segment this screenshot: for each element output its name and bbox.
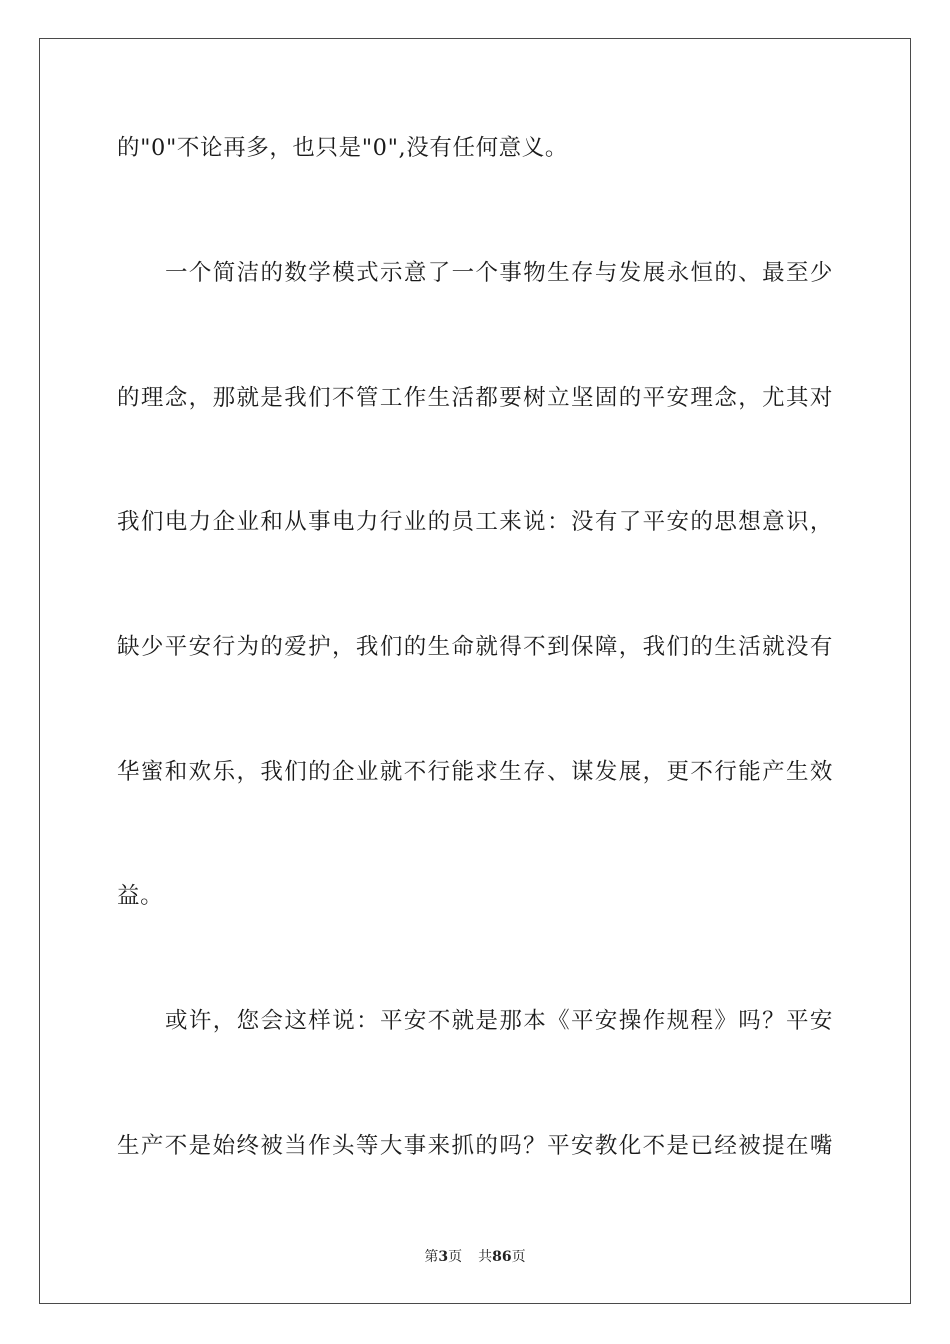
body-line-4: 我们电力企业和从事电力行业的员工来说：没有了平安的思想意识， (117, 509, 833, 535)
body-line-5: 缺少平安行为的爱护，我们的生命就得不到保障，我们的生活就没有 (117, 634, 833, 660)
body-line-6: 华蜜和欢乐，我们的企业就不行能求生存、谋发展，更不行能产生效 (117, 759, 833, 785)
footer-total-prefix: 共 (478, 1249, 493, 1265)
footer-page-number: 3 (438, 1249, 449, 1265)
body-line-8: 或许，您会这样说：平安不就是那本《平安操作规程》吗？平安 (165, 1008, 833, 1034)
footer-total-number: 86 (492, 1249, 512, 1265)
body-line-9: 生产不是始终被当作头等大事来抓的吗？平安教化不是已经被提在嘴 (117, 1133, 833, 1159)
footer-total-suffix: 页 (511, 1249, 526, 1265)
page-border (39, 38, 911, 1304)
page-footer (0, 1248, 950, 1266)
footer-page-suffix: 页 (448, 1249, 463, 1265)
body-line-2: 一个简洁的数学模式示意了一个事物生存与发展永恒的、最至少 (165, 260, 833, 286)
body-line-3: 的理念，那就是我们不管工作生活都要树立坚固的平安理念，尤其对 (117, 385, 833, 411)
body-line-7: 益。 (117, 883, 164, 909)
footer-page-prefix: 第 (424, 1249, 439, 1265)
body-line-1: 的"0"不论再多，也只是"0",没有任何意义。 (117, 135, 568, 161)
